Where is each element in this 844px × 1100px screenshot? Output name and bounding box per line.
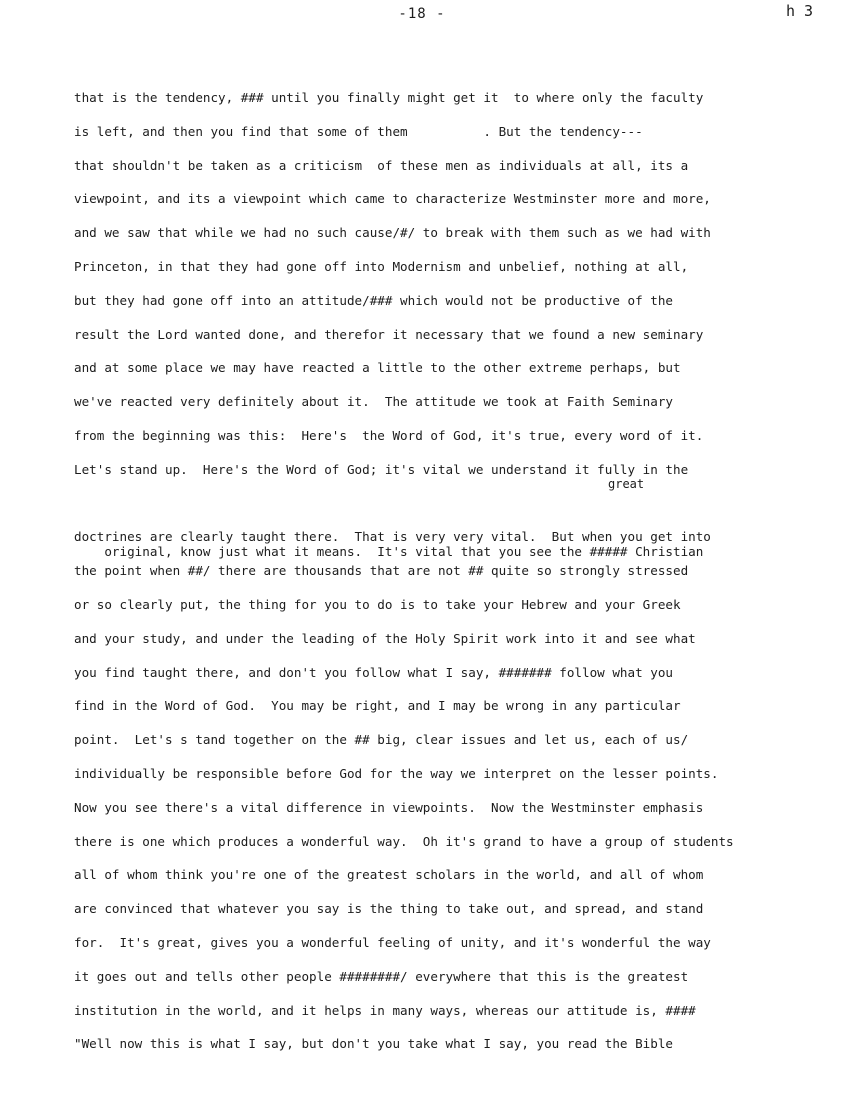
text-line-27: it goes out and tells other people ########/ everywhere that this is the greatest — [74, 968, 689, 984]
typed-body-text — [74, 86, 834, 1066]
text-line-20: point. Let's s tand together on the ## big, clear issues and let us, each of us/ — [74, 732, 689, 748]
text-line-4: viewpoint, and its a viewpoint which came to characterize Westminster more and more, — [74, 191, 711, 207]
text-line-10: we've reacted very definitely about it. The attitude we took at Faith Seminary — [74, 394, 673, 410]
corner-mark: h 3 — [786, 2, 814, 20]
superscript-insert: great — [608, 476, 645, 491]
text-line-18: you find taught there, and don't you follow what I say, ####### follow what you — [74, 664, 673, 680]
text-line-11: from the beginning was this: Here's the Word of God, it's true, every word of it. — [74, 427, 704, 443]
text-line-1: that is the tendency, ### until you finally might get it to where only the faculty — [74, 90, 704, 105]
text-line-3: that shouldn't be taken as a criticism of these men as individuals at all, its a — [74, 157, 689, 173]
text-line-6: Princeton, in that they had gone off into Modernism and unbelief, nothing at all, — [74, 258, 689, 274]
text-line-22: Now you see there's a vital difference in viewpoints. Now the Westminster emphasis — [74, 799, 704, 815]
text-line-24: all of whom think you're one of the greatest scholars in the world, and all of whom — [74, 867, 704, 883]
text-line-23: there is one which produces a wonderful way. Oh it's grand to have a group of students — [74, 833, 734, 849]
text-line-21: individually be responsible before God for the way we interpret on the lesser points. — [74, 765, 719, 781]
text-line-16: or so clearly put, the thing for you to do is to take your Hebrew and your Greek — [74, 596, 681, 612]
text-line-28: institution in the world, and it helps in many ways, whereas our attitude is, #### — [74, 1002, 696, 1018]
text-line-25: are convinced that whatever you say is the thing to take out, and spread, and stand — [74, 901, 704, 917]
text-line-13: original, know just what it means. It's vital that you see the ##### Christian — [104, 543, 704, 559]
text-line-15: the point when ##/ there are thousands that are not ## quite so strongly stressed — [74, 563, 689, 579]
text-line-7: but they had gone off into an attitude/### which would not be productive of the — [74, 292, 673, 308]
text-line-2: is left, and then you find that some of them . But the tendency--- — [74, 123, 643, 139]
text-line-9: and at some place we may have reacted a little to the other extreme perhaps, but — [74, 360, 681, 376]
text-line-14: doctrines are clearly taught there. That is very very vital. But when you get into — [74, 529, 711, 545]
text-line-8: result the Lord wanted done, and therefor it necessary that we found a new seminary — [74, 326, 704, 342]
page-number: -18 - — [398, 6, 446, 22]
text-line-29: "Well now this is what I say, but don't you take what I say, you read the Bible — [74, 1036, 673, 1052]
text-line-26: for. It's great, gives you a wonderful feeling of unity, and it's wonderful the way — [74, 934, 711, 950]
text-line-5: and we saw that while we had no such cause/#/ to break with them such as we had with — [74, 225, 711, 241]
text-line-12: Let's stand up. Here's the Word of God; it's vital we understand it fully in the — [74, 461, 689, 477]
text-line-17: and your study, and under the leading of the Holy Spirit work into it and see what — [74, 630, 696, 646]
text-line-19: find in the Word of God. You may be right, and I may be wrong in any particular — [74, 698, 681, 714]
